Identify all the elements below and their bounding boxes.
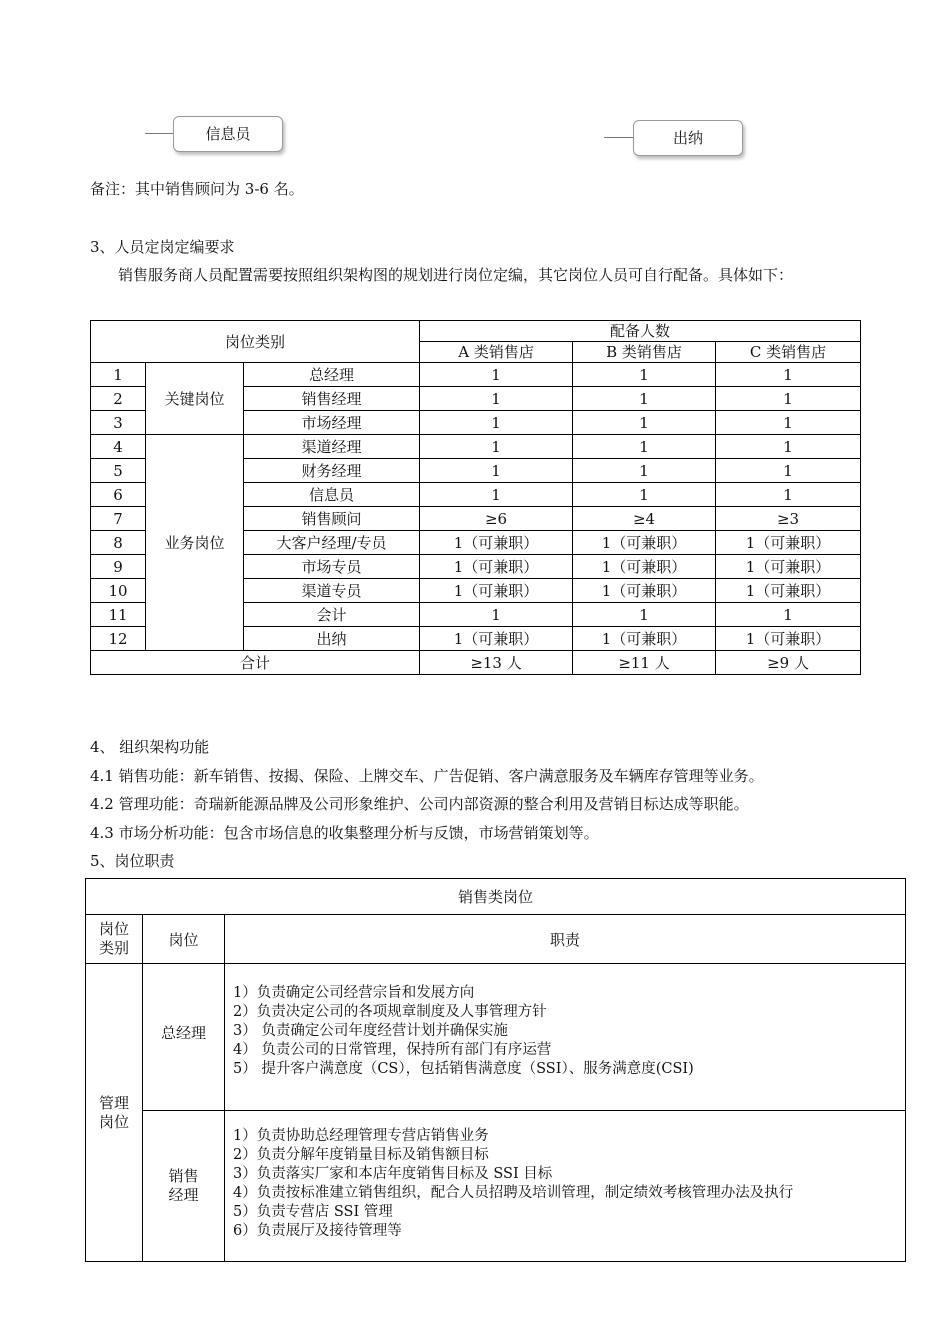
group-business-positions: 业务岗位	[146, 435, 244, 651]
header-category	[86, 915, 143, 964]
position-line2: 经理	[168, 1186, 199, 1204]
list-item: 1）负责协助总经理管理专营店销售业务	[233, 1128, 489, 1144]
table-row	[91, 363, 861, 387]
count-b: 1（可兼职）	[573, 627, 716, 651]
header-category-line1: 岗位	[98, 920, 129, 938]
header-duty: 职责	[225, 915, 906, 964]
row-number: 8	[91, 531, 146, 555]
total-b: ≥11 人	[573, 651, 716, 675]
position-name: 销售经理	[244, 387, 420, 411]
row-number: 1	[91, 363, 146, 387]
position-sales-manager	[143, 1111, 225, 1262]
count-b: 1	[573, 483, 716, 507]
row-number: 5	[91, 459, 146, 483]
header-position-category: 岗位类别	[91, 321, 420, 363]
position-name: 总经理	[244, 363, 420, 387]
group-key-positions: 关键岗位	[146, 363, 244, 435]
position-name: 渠道专员	[244, 579, 420, 603]
position-name: 大客户经理/专员	[244, 531, 420, 555]
count-a: 1	[420, 411, 573, 435]
header-store-b: B 类销售店	[573, 342, 716, 363]
org-connector-left	[145, 133, 175, 134]
count-b: ≥4	[573, 507, 716, 531]
count-a: 1	[420, 387, 573, 411]
count-b: 1（可兼职）	[573, 555, 716, 579]
position-name: 市场经理	[244, 411, 420, 435]
table-row	[86, 964, 906, 1111]
row-number: 3	[91, 411, 146, 435]
header-store-a: A 类销售店	[420, 342, 573, 363]
count-a: 1	[420, 603, 573, 627]
section4-item-3: 4.3 市场分析功能：包含市场信息的收集整理分析与反馈，市场营销策划等。	[90, 824, 599, 842]
count-a: 1（可兼职）	[420, 627, 573, 651]
section3-intro: 销售服务商人员配置需要按照组织架构图的规划进行岗位定编，其它岗位人员可自行配备。具体如下：	[118, 266, 794, 284]
category-line2: 岗位	[98, 1112, 129, 1131]
total-label: 合计	[91, 651, 420, 675]
section3-heading: 3、人员定岗定编要求	[90, 238, 235, 256]
list-item: 3）负责落实厂家和本店年度销售目标及 SSI 目标	[233, 1166, 553, 1182]
position-line1: 销售	[168, 1167, 199, 1185]
header-store-c: C 类销售店	[716, 342, 861, 363]
count-b: 1	[573, 363, 716, 387]
row-number: 11	[91, 603, 146, 627]
table-row	[91, 435, 861, 459]
row-number: 12	[91, 627, 146, 651]
count-a: ≥6	[420, 507, 573, 531]
count-b: 1	[573, 387, 716, 411]
count-c: 1	[716, 483, 861, 507]
section4-item-1: 4.1 销售功能：新车销售、按揭、保险、上牌交车、广告促销、客户满意服务及车辆库存管理等业务。	[90, 767, 764, 785]
count-c: 1（可兼职）	[716, 579, 861, 603]
count-b: 1（可兼职）	[573, 579, 716, 603]
list-item: 5） 提升客户满意度（CS），包括销售满意度（SSI）、服务满意度(CSI)	[233, 1061, 694, 1077]
org-box-info-clerk: 信息员	[173, 116, 283, 152]
count-b: 1	[573, 603, 716, 627]
position-name: 渠道经理	[244, 435, 420, 459]
count-c: 1（可兼职）	[716, 555, 861, 579]
count-c: 1	[716, 435, 861, 459]
position-name: 会计	[244, 603, 420, 627]
position-name: 市场专员	[244, 555, 420, 579]
header-category-line2: 类别	[98, 939, 129, 957]
header-position: 岗位	[143, 915, 225, 964]
list-item: 1）负责确定公司经营宗旨和发展方向	[233, 985, 475, 1001]
row-number: 9	[91, 555, 146, 579]
header-staffing: 配备人数	[420, 321, 861, 342]
org-connector-right	[604, 137, 634, 138]
count-c: 1（可兼职）	[716, 531, 861, 555]
duty-table-title: 销售类岗位	[86, 879, 906, 915]
count-a: 1	[420, 459, 573, 483]
count-b: 1	[573, 411, 716, 435]
count-c: 1	[716, 363, 861, 387]
list-item: 2）负责分解年度销量目标及销售额目标	[233, 1147, 489, 1163]
count-c: 1（可兼职）	[716, 627, 861, 651]
count-a: 1（可兼职）	[420, 579, 573, 603]
position-name: 销售顾问	[244, 507, 420, 531]
list-item: 2）负责决定公司的各项规章制度及人事管理方针	[233, 1004, 547, 1020]
count-a: 1	[420, 363, 573, 387]
list-item: 5）负责专营店 SSI 管理	[233, 1204, 393, 1220]
list-item: 4） 负责公司的日常管理，保持所有部门有序运营	[233, 1042, 552, 1058]
count-c: 1	[716, 411, 861, 435]
position-name: 财务经理	[244, 459, 420, 483]
row-number: 7	[91, 507, 146, 531]
count-a: 1	[420, 483, 573, 507]
row-number: 4	[91, 435, 146, 459]
section4-item-2: 4.2 管理功能：奇瑞新能源品牌及公司形象维护、公司内部资源的整合利用及营销目标达成等职能。	[90, 795, 749, 813]
list-item: 4）负责按标准建立销售组织，配合人员招聘及培训管理，制定绩效考核管理办法及执行	[233, 1185, 794, 1201]
org-box-cashier: 出纳	[633, 120, 743, 156]
sm-duties	[225, 1111, 906, 1262]
gm-duties	[225, 964, 906, 1111]
position-name: 信息员	[244, 483, 420, 507]
count-c: 1	[716, 603, 861, 627]
table-row	[86, 1111, 906, 1262]
category-management	[86, 964, 143, 1262]
section5-heading: 5、岗位职责	[90, 852, 175, 870]
count-a: 1	[420, 435, 573, 459]
count-a: 1（可兼职）	[420, 531, 573, 555]
total-c: ≥9 人	[716, 651, 861, 675]
list-item: 3） 负责确定公司年度经营计划并确保实施	[233, 1023, 508, 1039]
count-b: 1	[573, 459, 716, 483]
count-b: 1	[573, 435, 716, 459]
row-number: 10	[91, 579, 146, 603]
count-b: 1（可兼职）	[573, 531, 716, 555]
staffing-table	[90, 320, 861, 675]
count-a: 1（可兼职）	[420, 555, 573, 579]
section4-heading: 4、 组织架构功能	[90, 738, 210, 756]
count-c: 1	[716, 459, 861, 483]
category-line1: 管理	[98, 1093, 129, 1112]
row-number: 6	[91, 483, 146, 507]
total-row	[91, 651, 861, 675]
row-number: 2	[91, 387, 146, 411]
count-c: ≥3	[716, 507, 861, 531]
count-c: 1	[716, 387, 861, 411]
position-name: 出纳	[244, 627, 420, 651]
position-gm: 总经理	[143, 964, 225, 1111]
duty-table	[85, 878, 906, 1262]
total-a: ≥13 人	[420, 651, 573, 675]
list-item: 6）负责展厅及接待管理等	[233, 1223, 402, 1239]
note-text: 备注：其中销售顾问为 3-6 名。	[90, 180, 304, 198]
